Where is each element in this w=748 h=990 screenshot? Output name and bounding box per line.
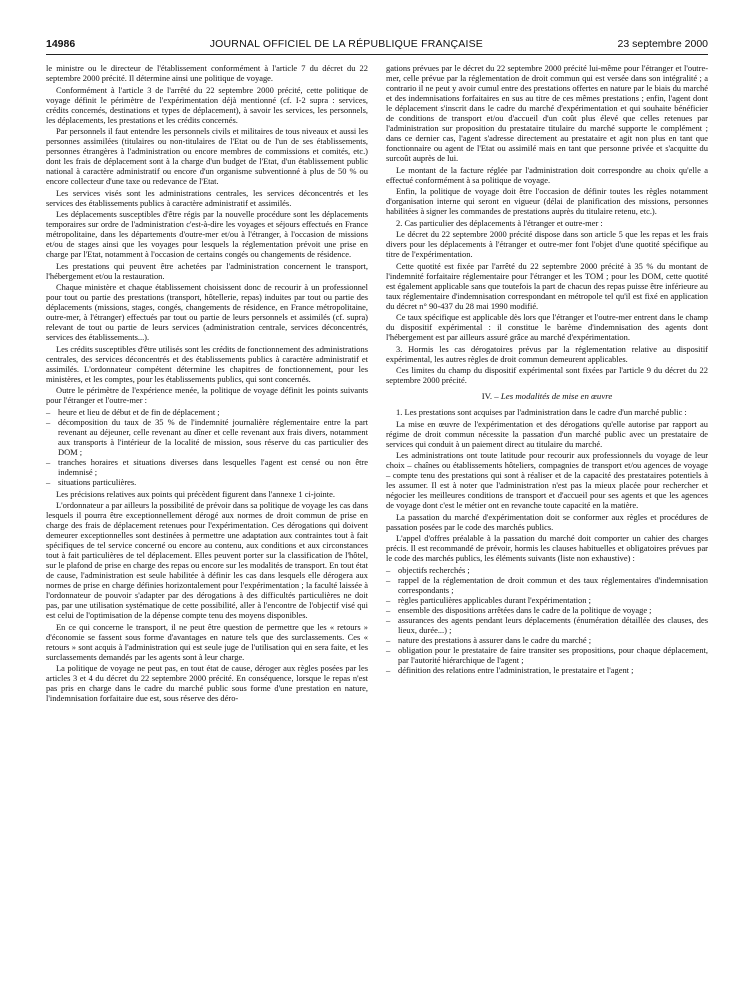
paragraph: Enfin, la politique de voyage doit être l'occasion de définir toutes les règles notamment d'organisation interne qui seront en vigueur (délai de planification des missions, personnes habilitées à signer les commandes de prestations auprès du titulaire retenu, etc.). (386, 186, 708, 216)
paragraph: Le montant de la facture réglée par l'administration doit correspondre au choix qu'elle a effectué conformément à sa politique de voyage. (386, 164, 708, 185)
paragraph: Les crédits susceptibles d'être utilisés sont les crédits de fonctionnement des administrations centrales, des services déconcentrés et des établissements publics à caractère administratif et assimilés. L'ordonnateur compétent détermine les chapitres de fonctionnement, pour les ministères, et les comptes, pour les établissements publics, qui sont concernés. (46, 343, 368, 384)
paragraph: le ministre ou le directeur de l'établissement conformément à l'article 7 du décret du 22 septembre 2000 précité. Il détermine ainsi une politique de voyage. (46, 63, 368, 83)
paragraph: 1. Les prestations sont acquises par l'administration dans le cadre d'un marché public : (396, 407, 687, 417)
paragraph: 2. Cas particulier des déplacements à l'étranger et outre-mer : (396, 217, 603, 228)
paragraph: Ces limites du champ du dispositif expérimental sont fixées par l'article 9 du décret du 22 septembre 2000 précité. (386, 365, 708, 385)
publication-date: 23 septembre 2000 (617, 38, 708, 50)
paragraph: En ce qui concerne le transport, il ne peut être question de permettre que les « retours » d'économie se fassent sous forme d'avantages en nature tels que des surclassements. Ces « retours » sont acquis à l'administration qui est seule juge de l'utilisation qui en sera faite, et les surclassements demandés par les agents sont à leur charge. (46, 621, 368, 662)
page-header (46, 38, 708, 55)
section-title: Les modalités de mise en œuvre (500, 391, 613, 401)
list-item: – nature des prestations à assurer dans le cadre du marché ; (386, 635, 708, 645)
list-item: – objectifs recherchés ; (386, 565, 708, 575)
list-item: – décomposition du taux de 35 % de l'indemnité journalière réglementaire entre la part revenant au déjeuner, celle revenant au dîner et celle revenant aux frais divers, notamment aux transports à l'intérieur de la localité de mission, sous réserve du cas particulier des DOM ; (46, 417, 368, 457)
list-item: – tranches horaires et situations diverses dans lesquelles l'agent est censé ou non être indemnisé ; (46, 457, 368, 477)
paragraph: Le décret du 22 septembre 2000 précité dispose dans son article 5 que les repas et les frais divers pour les déplacements à l'étranger et outre-mer font l'objet d'une quotité spécifique au titre de l'expérimentation. (386, 229, 708, 259)
paragraph: La mise en œuvre de l'expérimentation et des dérogations qu'elle autorise par rapport au régime de droit commun nécessite la passation d'un marché public avec un prestataire de services qui conduit à un paiement direct au titulaire du marché. (386, 418, 708, 449)
paragraph: Les administrations ont toute latitude pour recourir aux professionnels du voyage de leur choix – chaînes ou établissements hôteliers, compagnies de transport et/ou agences de voyage – compte tenu des prestations qui sont à réaliser et de la capacité des prestataires potentiels à les assumer. Il est à noter que l'administration n'est pas la mieux placée pour rechercher et négocier les meilleures conditions de transport et d'accueil pour ses agents et que les agences de voyage dont c'est le métier ont en revanche toute capacité en la matière. (386, 450, 708, 510)
list-item: – définition des relations entre l'administration, le prestataire et l'agent ; (386, 665, 708, 675)
paragraph: Cette quotité est fixée par l'arrêté du 22 septembre 2000 précité à 35 % du montant de l'indemnité forfaitaire réglementaire pour l'étranger et les TOM ; pour les DOM, cette quotité est également applicable sans que toutefois la part de chacun des repas puisse être inférieure au taux réglementaire d'indemnisation correspondant en métropole tel qu'il est fixé en application du décret n° 90-437 du 28 mai 1990 modifié. (386, 260, 708, 311)
list-item: – situations particulières. (46, 477, 368, 487)
paragraph: Par personnels il faut entendre les personnels civils et militaires de tous niveaux et aussi les personnes assimilées (titulaires ou non-titulaires de l'Etat ou de l'un de ses établissements, personnes étrangères à l'administration ou encore membres de commissions et comités, etc.) dont les frais de déplacement sont à la charge d'un budget de l'Etat, d'un établissement public national à caractère administratif ou encore d'un organisme subventionné à plus de 50 % ou encore collecteur d'une taxe ou redevance de l'Etat. (46, 126, 368, 186)
paragraph: Les services visés sont les administrations centrales, les services déconcentrés et les services des établissements publics à caractère administratif et assimilés. (46, 187, 368, 208)
section-number: IV. – (481, 391, 501, 401)
right-column (386, 63, 708, 705)
page-number: 14986 (46, 38, 76, 50)
list-item: – rappel de la réglementation de droit commun et des taux réglementaires d'indemnisation correspondants ; (386, 575, 708, 595)
paragraph: Les déplacements susceptibles d'être régis par la nouvelle procédure sont les déplacements temporaires sur ordre de l'administration c'est-à-dire les voyages et séjours effectués en France métropolitaine, dans les départements d'outre-mer et/ou à l'étranger, à l'occasion de missions et/ou de stages ainsi que les voyages pour lesquels la réglementation prévoit une prise en charge par l'Etat, notamment à l'occasion de certains congés ou changements de résidence. (46, 209, 368, 259)
paragraph: L'appel d'offres préalable à la passation du marché doit comporter un cahier des charges précis. Il est recommandé de prévoir, hormis les clauses habituelles et obligatoires prévues par le code des marchés publics, les éléments suivants (liste non exhaustive) : (386, 533, 708, 563)
paragraph: 3. Hormis les cas dérogatoires prévus par la réglementation relative au dispositif expérimental, les autres règles de droit commun demeurent applicables. (386, 343, 708, 364)
list-item: – assurances des agents pendant leurs déplacements (énumération détaillée des clauses, des lieux, durée...) ; (386, 615, 708, 635)
paragraph: La passation du marché d'expérimentation doit se conformer aux règles et procédures de passation posées par le code des marchés publics. (386, 511, 708, 532)
paragraph: Conformément à l'article 3 de l'arrêté du 22 septembre 2000 précité, cette politique de voyage définit le périmètre de l'expérimentation déjà mentionné (cf. I-2 supra : services, crédits concernés, destinations et types de déplacement), à savoir les services, les personnels, les déplacements, les prestations et les crédits concernés. (46, 84, 368, 125)
list-item: – heure et lieu de début et de fin de déplacement ; (46, 407, 368, 417)
section-heading (386, 391, 708, 401)
list-item: – ensemble des dispositions arrêtées dans le cadre de la politique de voyage ; (386, 605, 708, 615)
paragraph: Outre le périmètre de l'expérience menée, la politique de voyage définit les points suivants pour l'étranger et l'outre-mer : (46, 385, 368, 405)
paragraph: La politique de voyage ne peut pas, en tout état de cause, déroger aux règles posées par les articles 3 et 4 du décret du 22 septembre 2000 précité. En conséquence, lorsque le repas n'est pas pris en charge dans le cadre du marché public sous forme d'une prestation en nature, l'indemnisation forfaitaire due est, sous réserve des déro- (46, 663, 368, 703)
paragraph: Chaque ministère et chaque établissement choisissent donc de recourir à un professionnel pour tout ou partie des prestations (transport, hôtellerie, repas) induites par tout ou partie des déplacements (missions, stages, congés, changements de résidence, en France métropolitaine, outre-mer, à l'étranger) effectués par tout ou partie de leurs personnels et assimilés (cf. supra) relevant de tout ou partie de leurs services (administration centrale, services déconcentrés, services des établissements...). (46, 282, 368, 342)
paragraph: Les prestations qui peuvent être achetées par l'administration concernent le transport, l'hébergement et/ou la restauration. (46, 260, 368, 281)
paragraph: Les précisions relatives aux points qui précèdent figurent dans l'annexe 1 ci-jointe. (56, 488, 335, 499)
paragraph: gations prévues par le décret du 22 septembre 2000 précité lui-même pour l'étranger et l'outre-mer, celle prévue par la réglementation de droit commun qui est versée dans son intégralité ; a contrario il ne peut y avoir cumul entre des prestations offertes en nature par le biais du marché et des indemnisations forfaitaires en sus au titre de ces mêmes prestations ; enfin, l'agent dont le déplacement s'inscrit dans le cadre du marché d'expérimentation et qui souhaite bénéficier de conditions de transport et/ou d'accueil d'un coût plus élevé que celles retenues par l'administration sur proposition du prestataire titulaire du marché supporte le complément ; dans ce dernier cas, l'agent s'adresse directement au prestataire et agit non plus en tant que fonctionnaire ou agent de l'Etat ou assimilé mais en tant que personne privée et s'acquitte du surcoût auprès de lui. (386, 63, 708, 163)
journal-title: JOURNAL OFFICIEL DE LA RÉPUBLIQUE FRANÇAISE (209, 38, 484, 50)
paragraph: L'ordonnateur a par ailleurs la possibilité de prévoir dans sa politique de voyage les cas dans lesquels il pourra être exceptionnellement dérogé aux normes de droit commun de prise en charge des frais de déplacement retenues pour l'expérimentation. Ces dérogations qui doivent demeurer exceptionnelles sont destinées à permettre une adaptation aux contraintes tout à fait spécifiques de tel service concerné ou encore au contenu, aux conditions et aux circonstances tout à fait particulières de tel déplacement. Elles peuvent porter sur la classification de l'hôtel, sur le plafond de prise en charge des repas ou encore sur les modalités de transport. En tout état de cause, l'administration est seule habilitée à définir les cas dans lesquels elle dérogera aux normes de prise en charge définies horizontalement pour l'expérimentation ; la faculté laissée à l'ordonnateur de pouvoir s'adapter par des dérogations à des difficultés particulières ne doit pas, par une utilisation systématique de cette possibilité, aller à l'encontre de l'objectif visé qui est celui de l'optimisation de la dépense compte tenu des moyens disponibles. (46, 500, 369, 620)
paragraph: Ce taux spécifique est applicable dès lors que l'étranger et l'outre-mer entrent dans le champ du dispositif expérimental : il constitue le barème d'indemnisation des agents dont l'hébergement est par ailleurs assuré grâce au marché d'expérimentation. (386, 312, 708, 342)
policy-points-list (46, 407, 368, 487)
list-item: – règles particulières applicables durant l'expérimentation ; (386, 595, 708, 605)
specification-elements-list (386, 565, 708, 675)
list-item: – obligation pour le prestataire de faire transiter ses propositions, pour chaque déplacement, par l'autorité hiérarchique de l'agent ; (386, 645, 708, 665)
left-column (46, 63, 368, 705)
two-column-body (46, 63, 708, 705)
